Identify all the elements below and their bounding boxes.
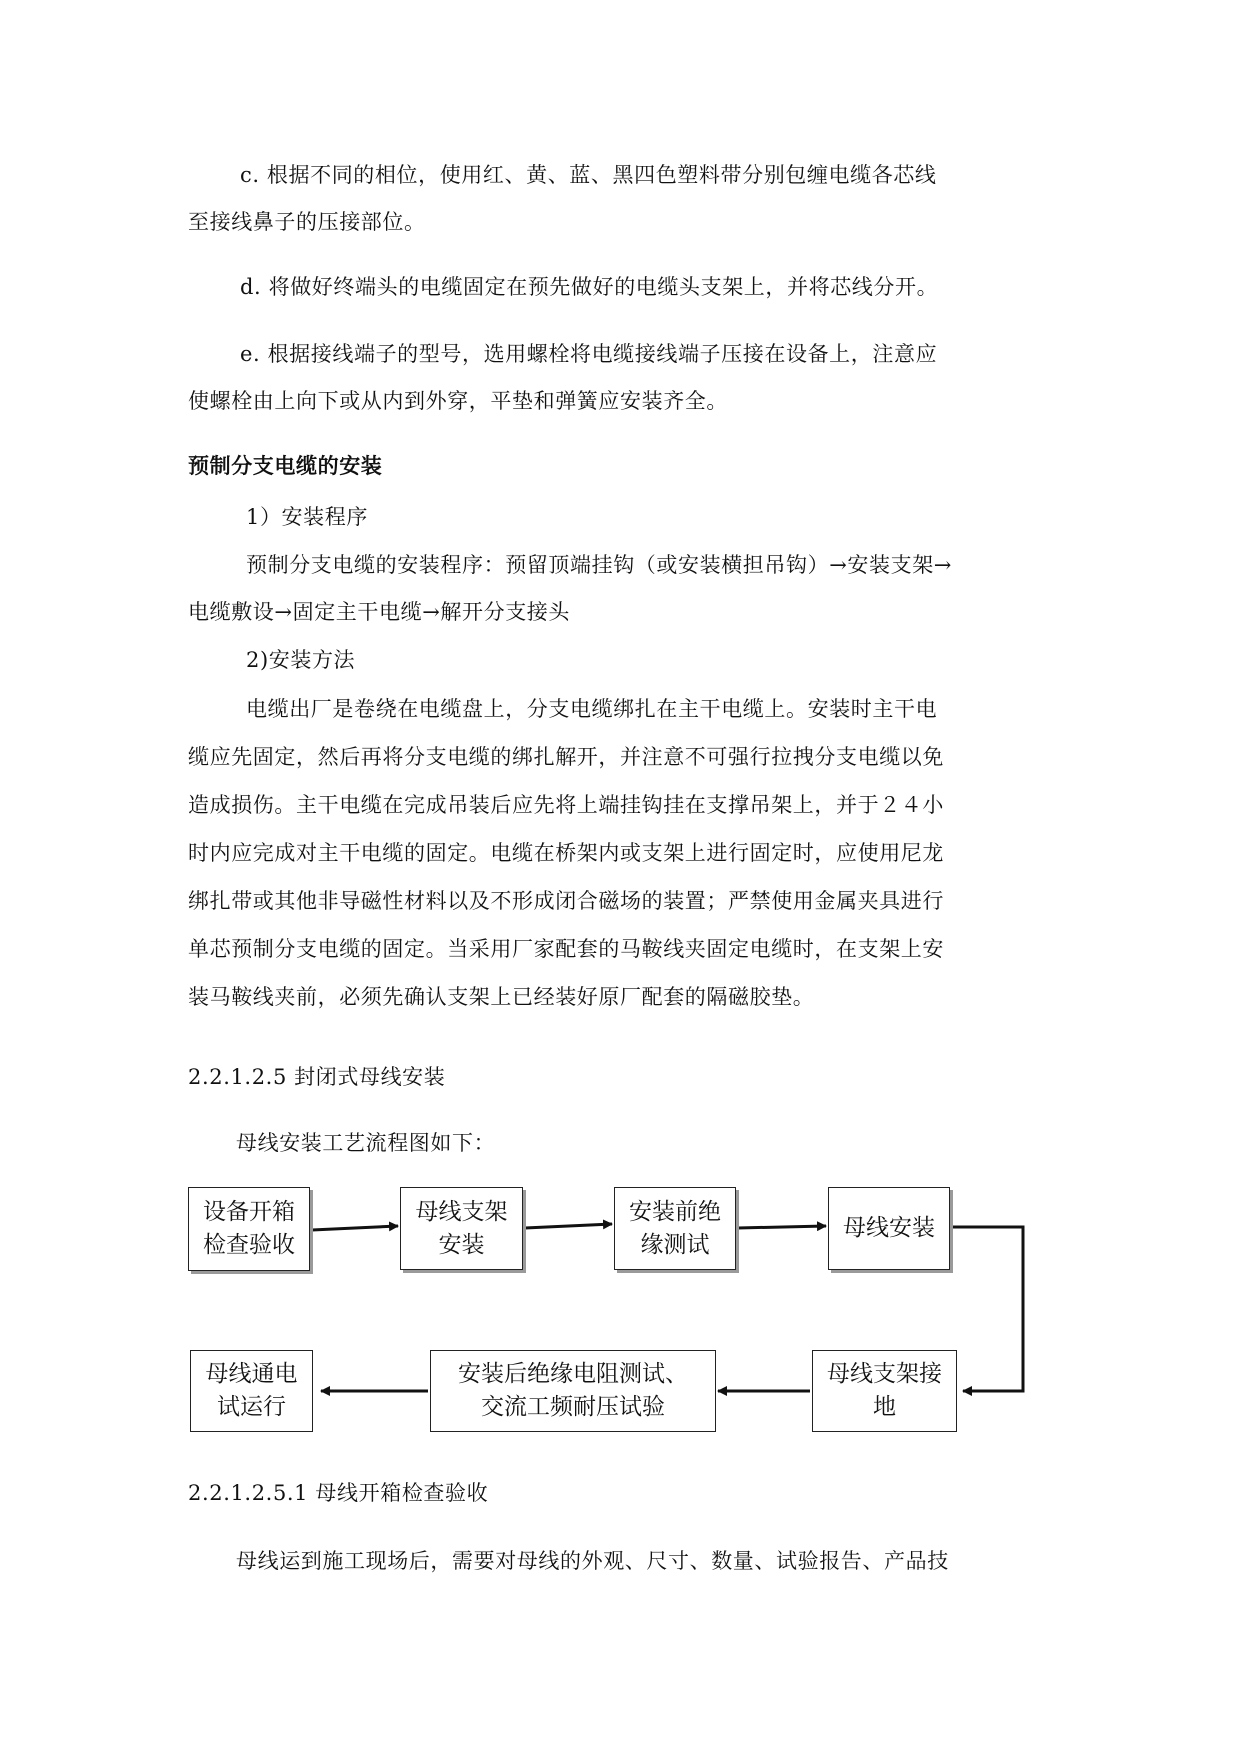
arrow-3-4 [738, 1226, 826, 1228]
flow-step-bracket-grounding-line1: 母线支架接 [827, 1361, 942, 1387]
flow-step-busbar-install [828, 1187, 950, 1270]
paragraph-c-line1: c. 根据不同的相位，使用红、黄、蓝、黑四色塑料带分别包缠电缆各芯线 [240, 163, 937, 187]
step1-line1: 预制分支电缆的安装程序：预留顶端挂钩（或安装横担吊钩）→安装支架→ [246, 553, 952, 577]
flow-step-post-install-tests-line2: 交流工频耐压试验 [481, 1394, 665, 1420]
arrow-2-3 [525, 1224, 612, 1228]
flow-step-insulation-test-line1: 安装前绝 [629, 1198, 721, 1225]
heading-prefab-cable: 预制分支电缆的安装 [188, 454, 383, 478]
arrow-1-2 [312, 1226, 398, 1230]
section-busbar-title: 2.2.1.2.5 封闭式母线安装 [188, 1065, 446, 1089]
method-line5: 绑扎带或其他非导磁性材料以及不形成闭合磁场的装置；严禁使用金属夹具进行 [188, 889, 944, 913]
flow-step-post-install-tests-line1: 安装后绝缘电阻测试、 [458, 1361, 688, 1387]
flow-step-bracket-install-line1: 母线支架 [415, 1198, 508, 1225]
step1-title: 1）安装程序 [246, 505, 368, 529]
flowchart-intro: 母线安装工艺流程图如下： [236, 1131, 496, 1155]
flow-step-energize-trial-line1: 母线通电 [205, 1361, 298, 1387]
step1-line2: 电缆敷设→固定主干电缆→解开分支接头 [188, 600, 570, 624]
arrow-4-5 [952, 1227, 1023, 1391]
section-unpack-title: 2.2.1.2.5.1 母线开箱检查验收 [188, 1481, 489, 1505]
step2-title: 2)安装方法 [246, 648, 356, 672]
flow-step-insulation-test [614, 1187, 736, 1270]
method-line2: 缆应先固定，然后再将分支电缆的绑扎解开，并注意不可强行拉拽分支电缆以免 [188, 745, 944, 769]
flow-step-bracket-grounding [812, 1350, 957, 1432]
paragraph-c-line2: 至接线鼻子的压接部位。 [188, 210, 426, 234]
flow-step-bracket-install-line2: 安装 [438, 1231, 485, 1258]
flow-step-bracket-grounding-line2: 地 [873, 1394, 896, 1420]
flow-step-energize-trial-line2: 试运行 [217, 1394, 286, 1420]
method-line3: 造成损伤。主干电缆在完成吊装后应先将上端挂钩挂在支撑吊架上，并于２４小 [188, 793, 944, 817]
flow-step-unpack-inspect-line1: 设备开箱 [203, 1199, 295, 1225]
method-line1: 电缆出厂是卷绕在电缆盘上，分支电缆绑扎在主干电缆上。安装时主干电 [246, 697, 938, 721]
paragraph-e-line2: 使螺栓由上向下或从内到外穿，平垫和弹簧应安装齐全。 [188, 389, 728, 413]
flow-step-bracket-install [400, 1187, 523, 1270]
paragraph-e-line1: e. 根据接线端子的型号，选用螺栓将电缆接线端子压接在设备上，注意应 [240, 342, 938, 366]
method-line4: 时内应完成对主干电缆的固定。电缆在桥架内或支架上进行固定时，应使用尼龙 [188, 841, 944, 865]
final-paragraph-line1: 母线运到施工现场后，需要对母线的外观、尺寸、数量、试验报告、产品技 [236, 1549, 949, 1573]
method-line6: 单芯预制分支电缆的固定。当采用厂家配套的马鞍线夹固定电缆时，在支架上安 [188, 937, 944, 961]
flow-step-busbar-install-line1: 母线安装 [843, 1215, 935, 1241]
flow-step-unpack-inspect-line2: 检查验收 [203, 1232, 295, 1258]
flow-step-insulation-test-line2: 缘测试 [640, 1231, 710, 1258]
paragraph-d-line1: d. 将做好终端头的电缆固定在预先做好的电缆头支架上，并将芯线分开。 [240, 275, 939, 299]
flow-step-post-install-tests [430, 1350, 716, 1432]
method-line7: 装马鞍线夹前，必须先确认支架上已经装好原厂配套的隔磁胶垫。 [188, 985, 815, 1009]
flow-step-unpack-inspect [188, 1187, 310, 1271]
flow-step-energize-trial [190, 1350, 313, 1432]
